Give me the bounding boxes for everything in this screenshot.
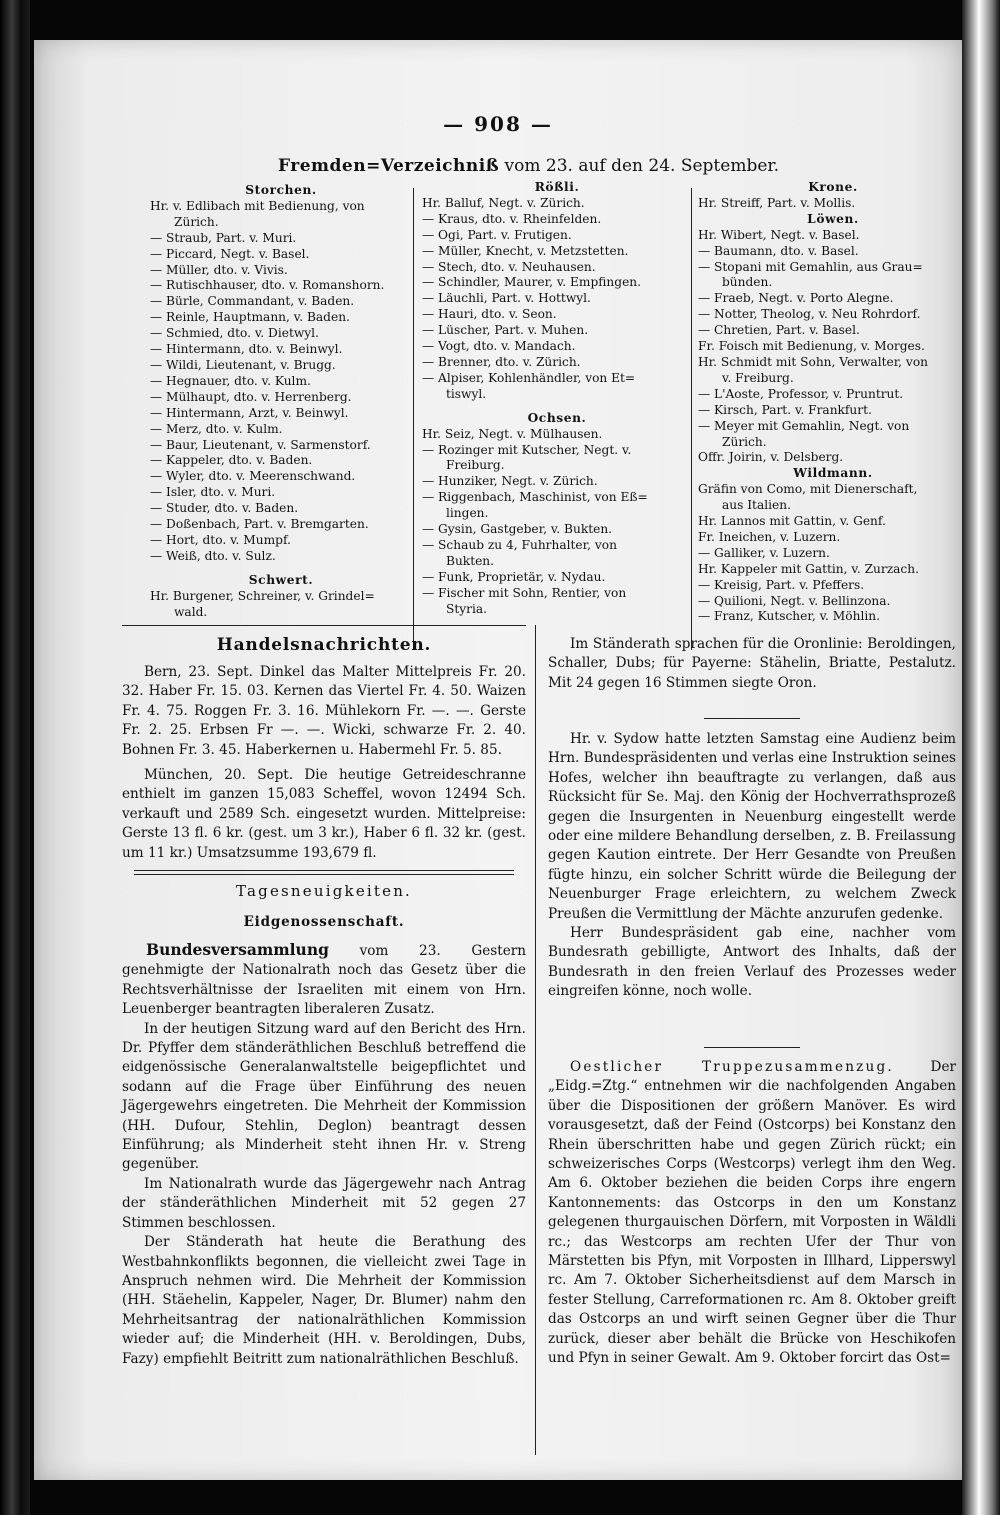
list-spacer [422, 403, 692, 411]
guest-entry: — Isler, dto. v. Muri. [150, 485, 276, 500]
handel-bern: Bern, 23. Sept. Dinkel das Malter Mittelpreis Fr. 20. 32. Haber Fr. 15. 03. Kernen das Viertel Fr. 4. 50. Waizen Fr. 4. 75. Roggen Fr. 3. 16. Mühlekorn Fr. —. —. Gerste Fr. 2. 25. Erbsen Fr —. —. Wicki, schwarze Fr. 2. 40. Bohnen Fr. 3. 45. Haberkernen u. Habermehl Fr. 5. 85. [122, 664, 526, 758]
guest-entry: Zürich. [722, 434, 767, 449]
newspaper-page [34, 40, 962, 1480]
guest-entry: — Franz, Kutscher, v. Möhlin. [698, 609, 880, 624]
column-divider [535, 625, 536, 1455]
guest-entry: — Schindler, Maurer, v. Empfingen. [422, 275, 642, 290]
guest-entry: — Brenner, dto. v. Zürich. [422, 354, 581, 369]
guest-entry: — Weiß, dto. v. Sulz. [150, 548, 276, 563]
bundesversammlung-lead: Bundesversammlung [146, 940, 329, 959]
guest-entry: — Stech, dto. v. Neuhausen. [422, 259, 596, 274]
guest-entry: — Müller, dto. v. Vivis. [150, 262, 288, 277]
guest-entry: aus Italien. [722, 498, 791, 513]
column-divider [691, 188, 692, 650]
guest-entry: — Fischer mit Sohn, Rentier, von [422, 585, 627, 600]
hotel-heading: Ochsen. [527, 410, 587, 425]
guest-list-title [278, 156, 818, 176]
guest-entry: Fr. Foisch mit Bedienung, v. Morges. [698, 339, 925, 354]
guest-entry: — Müller, Knecht, v. Metzstetten. [422, 243, 629, 258]
guest-entry: — Schmied, dto. v. Dietwyl. [150, 326, 319, 341]
guest-entry: — Rozinger mit Kutscher, Negt. v. [422, 442, 632, 457]
guest-entry: — Gysin, Gastgeber, v. Bukten. [422, 522, 613, 537]
guest-entry: — Kraus, dto. v. Rheinfelden. [422, 211, 602, 226]
short-rule [704, 1047, 800, 1048]
guest-entry: — Studer, dto. v. Baden. [150, 501, 299, 516]
tages-p2: In der heutigen Sitzung ward auf den Bericht des Hrn. Dr. Pfyffer dem ständeräthlichen Beschluß betreffend die eidgenössische Generalanwaltstelle beigepflichtet und sodann auf die Frage über Einführung des neuen Jägergewehrs eingetreten. Die Mehrheit der Kommission (HH. Dufour, Stehlin, Deglon) beantragt dessen Einführung; als Minderheit steht ihnen Hr. v. Streng gegenüber. [122, 1020, 526, 1173]
guest-entry: — Fraeb, Negt. v. Porto Alegne. [698, 291, 894, 306]
right-column-text-2 [548, 730, 956, 1002]
guest-entry: Hr. Seiz, Negt. v. Mülhausen. [422, 426, 603, 441]
guest-entry: Hr. Streiff, Part. v. Mollis. [698, 195, 856, 210]
guest-entry: Hr. Kappeler mit Gattin, v. Zurzach. [698, 561, 919, 576]
guest-entry: — Hintermann, dto. v. Beinwyl. [150, 342, 343, 357]
guest-entry: — Schaub zu 4, Fuhrhalter, von [422, 537, 617, 552]
guest-entry: Gräfin von Como, mit Dienerschaft, [698, 482, 918, 497]
tages-p4: Der Ständerath hat heute die Berathung des Westbahnkonflikts begonnen, die vielleicht zwei Tage in Anspruch nehmen wird. Die Mehrheit der Kommission (HH. Stäehelin, Kappeler, Nager, Dr. Blumer) nahm den Mehrheitsantrag der nationalräthlichen Kommission wieder auf; die Minderheit (HH. v. Beroldingen, Dubs, Fazy) empfiehlt Beitritt zum nationalräthlichen Beschluß. [122, 1234, 526, 1367]
section-rule [122, 625, 526, 626]
guest-entry: — Hegnauer, dto. v. Kulm. [150, 373, 311, 388]
right-column-text-3 [548, 1058, 956, 1369]
hotel-heading: Schwert. [248, 572, 314, 587]
guest-entry: — Hintermann, Arzt, v. Beinwyl. [150, 405, 349, 420]
guest-entry: — Lüscher, Part. v. Muhen. [422, 323, 589, 338]
guest-entry: — Meyer mit Gemahlin, Negt. von [698, 418, 910, 433]
column-divider [413, 188, 414, 650]
guest-entry: v. Freiburg. [722, 370, 794, 385]
guest-entry: — Notter, Theolog, v. Neu Rohrdorf. [698, 307, 921, 322]
guest-entry: — Baur, Lieutenant, v. Sarmenstorf. [150, 437, 371, 452]
guest-entry: — Reinle, Hauptmann, v. Baden. [150, 310, 350, 325]
guest-entry: Freiburg. [446, 458, 505, 473]
tages-text [122, 940, 526, 1369]
guest-list-title-main: Fremden=Verzeichniß [278, 156, 500, 176]
guest-entry: Hr. v. Edlibach mit Bedienung, von [150, 198, 365, 213]
guest-entry: — Kreisig, Part. v. Pfeffers. [698, 577, 865, 592]
tages-subheading: Eidgenossenschaft. [243, 914, 405, 930]
guest-entry: — Kirsch, Part. v. Frankfurt. [698, 402, 872, 417]
guest-entry: Hr. Balluf, Negt. v. Zürich. [422, 195, 585, 210]
guest-entry: — Stopani mit Gemahlin, aus Grau= [698, 259, 923, 274]
guest-entry: Hr. Wibert, Negt. v. Basel. [698, 227, 860, 242]
guest-entry: Bukten. [446, 553, 495, 568]
hotel-heading: Krone. [808, 180, 858, 194]
guest-entry: — Hauri, dto. v. Seon. [422, 307, 557, 322]
guest-entry: Fr. Ineichen, v. Luzern. [698, 529, 841, 544]
right-p2: Hr. v. Sydow hatte letzten Samstag eine Audienz beim Hrn. Bundespräsidenten und verlas eine Instruktion seines Hofes, welcher ihn beauftragte zu verlangen, daß aus Rücksicht für Se. Maj. den König der Hochverrathsprozeß gegen die Insurgenten in Neuenburg eingestellt werde oder eine mildere Behandlung derselben, z. B. Freilassung gegen Kaution eintrete. Der Herr Gesandte von Preußen fügte hinzu, ein solcher Schritt würde die Beilegung der Neuenburger Frage erleichtern, zu welchem Zweck Preußen die Vermittlung der Mächte anzurufen gedenke. [548, 731, 956, 922]
guest-entry: — Merz, dto. v. Kulm. [150, 421, 283, 436]
right-p1: Im Ständerath sprachen für die Oronlinie: Beroldingen, Schaller, Dubs; für Payerne: Stähelin, Briatte, Pestalutz. Mit 24 gegen 16 Stimmen siegte Oron. [548, 636, 956, 691]
section-rule [134, 870, 514, 871]
guest-entry: — Quilioni, Negt. v. Bellinzona. [698, 593, 891, 608]
guest-entry: Hr. Burgener, Schreiner, v. Grindel= [150, 588, 375, 603]
guest-entry: — Ogi, Part. v. Frutigen. [422, 227, 572, 242]
tages-p3: Im Nationalrath wurde das Jägergewehr nach Antrag der ständeräthlichen Minderheit mit 52 gegen 27 Stimmen beschlossen. [122, 1175, 526, 1231]
guest-entry: Styria. [446, 601, 487, 616]
guest-column-2 [422, 180, 692, 617]
guest-entry: — Vogt, dto. v. Mandach. [422, 339, 576, 354]
tages-p1: vom 23. Gestern genehmigte der Nationalrath noch das Gesetz über die Rechtsverhältnisse der Israeliten mit einem von Hrn. Leuenberger beantragten liberaleren Zusatz. [122, 943, 526, 1018]
guest-column-1 [150, 183, 412, 620]
guest-entry: — Mülhaupt, dto. v. Herrenberg. [150, 389, 352, 404]
guest-entry: — Läuchli, Part. v. Hottwyl. [422, 291, 591, 306]
handel-muenchen: München, 20. Sept. Die heutige Getreideschranne enthielt im ganzen 15,083 Scheffel, wovon 12494 Sch. verkauft und 2589 Sch. eingesetzt wurden. Mittelpreise: Gerste 13 fl. 6 kr. (gest. um 3 kr.), Haber 6 fl. 32 kr. (gest. um 11 kr.) Umsatzsumme 193,679 fl. [122, 767, 526, 861]
short-rule [704, 718, 800, 719]
guest-entry: bünden. [722, 275, 773, 290]
guest-entry: — Galliker, v. Luzern. [698, 545, 830, 560]
guest-entry: — Alpiser, Kohlenhändler, von Et= [422, 370, 636, 385]
guest-entry: wald. [174, 604, 208, 619]
guest-entry: Hr. Schmidt mit Sohn, Verwalter, von [698, 354, 929, 369]
guest-entry: — Doßenbach, Part. v. Bremgarten. [150, 517, 369, 532]
guest-entry: — Baumann, dto. v. Basel. [698, 243, 859, 258]
guest-entry: — Chretien, Part. v. Basel. [698, 323, 860, 338]
hotel-heading: Storchen. [245, 183, 317, 197]
hotel-heading: Löwen. [807, 211, 859, 226]
list-spacer [150, 565, 412, 573]
hotel-heading: Wildmann. [793, 466, 873, 481]
guest-entry: — Wildi, Lieutenant, v. Brugg. [150, 357, 336, 372]
page-number: — 908 — [443, 112, 553, 136]
right-p3: Herr Bundespräsident gab eine, nachher vom Bundesrath gebilligte, Antwort des Inhalts, daß der Bundesrath in den freien Verlauf des Prozesses weder eingreifen könne, noch wolle. [548, 925, 956, 1000]
guest-entry: Offr. Joirin, v. Delsberg. [698, 450, 844, 465]
guest-entry: lingen. [446, 506, 489, 521]
guest-entry: tiswyl. [446, 386, 487, 401]
guest-entry: Hr. Lannos mit Gattin, v. Genf. [698, 514, 886, 529]
tages-heading: Tagesneuigkeiten. [235, 882, 413, 900]
guest-entry: — Hunziker, Negt. v. Zürich. [422, 474, 598, 489]
guest-entry: — Straub, Part. v. Muri. [150, 230, 297, 245]
guest-list-date: vom 23. auf den 24. September. [504, 156, 780, 176]
guest-entry: — Piccard, Negt. v. Basel. [150, 246, 310, 261]
guest-entry: — Kappeler, dto. v. Baden. [150, 453, 313, 468]
guest-entry: — Bürle, Commandant, v. Baden. [150, 294, 355, 309]
guest-entry: — Hort, dto. v. Mumpf. [150, 532, 291, 547]
handel-heading: Handelsnachrichten. [216, 635, 432, 655]
section-rule [134, 874, 514, 875]
guest-entry: — Rutischhauser, dto. v. Romanshorn. [150, 278, 385, 293]
book-spine [0, 0, 30, 1515]
right-p4: Der „Eidg.=Ztg.“ entnehmen wir die nachfolgenden Angaben über die Dispositionen der größern Manöver. Es wird vorausgesetzt, daß der Feind (Ostcorps) bei Konstanz den Rhein überschritten habe und gegen Zürich rückt; ein schweizerisches Corps (Westcorps) verlegt ihm den Weg. Am 6. Oktober beziehen die beiden Corps ihre engern Kantonnements: das Ostcorps in den um Konstanz gelegenen thurgauischen Dörfern, mit Vorposten in Wäldli rc.; das Westcorps am rechten Ufer der Thur von Märstetten bis Pfyn, mit Vorposten in Illhard, Lipperswyl rc. Am 7. Oktober Sicherheitsdienst auf dem Marsch in fester Stellung, Carreformationen rc. Am 8. Oktober greift das Ostcorps an und wirft seinen Gegner über die Thur zurück, dieser aber behält die Brücke von Heschikofen und Pfyn in seiner Gewalt. Am 9. Oktober forcirt das Ost= [548, 1059, 956, 1367]
guest-entry: — Riggenbach, Maschinist, von Eß= [422, 490, 648, 505]
guest-entry: — Funk, Proprietär, v. Nydau. [422, 569, 606, 584]
truppenzusammenzug-lead: Oestlicher Truppezusammenzug. [570, 1059, 894, 1075]
hotel-heading: Rößli. [534, 180, 580, 194]
handel-text [122, 663, 526, 863]
guest-entry: — Wyler, dto. v. Meerenschwand. [150, 469, 356, 484]
right-column-text [548, 635, 956, 693]
guest-column-3 [698, 180, 968, 625]
guest-entry: — L'Aoste, Professor, v. Pruntrut. [698, 386, 904, 401]
guest-entry: Zürich. [174, 214, 219, 229]
